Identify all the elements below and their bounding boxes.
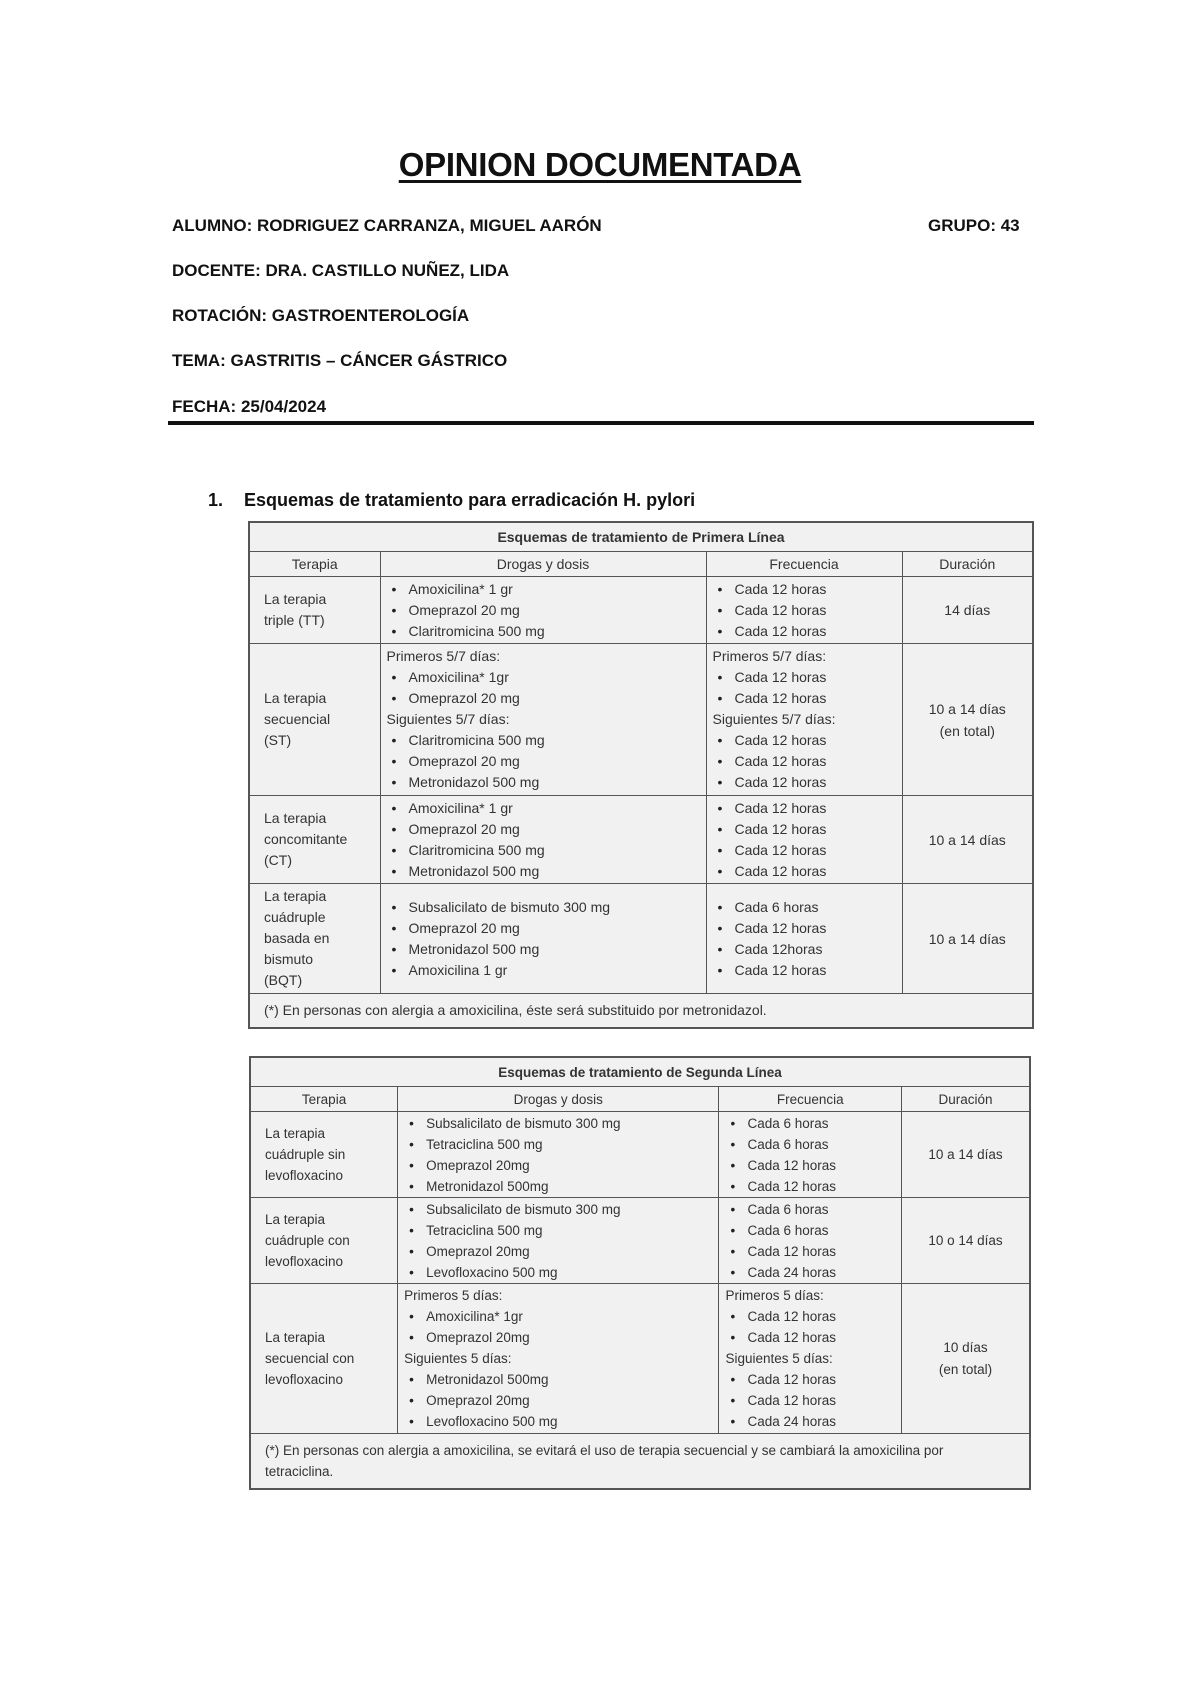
duration-cell (902, 1112, 1030, 1198)
column-header: Terapia (250, 1087, 398, 1112)
list-item: • Cada 12 horas (713, 600, 896, 621)
list-item: • Amoxicilina 1 gr (387, 960, 700, 981)
list-item: • Cada 12 horas (725, 1241, 895, 1262)
therapy-cell (249, 644, 380, 796)
therapy-text: triple (TT) (264, 612, 325, 628)
header-divider (168, 421, 1034, 425)
list-item: • Omeprazol 20 mg (387, 819, 700, 840)
therapy-text: (BQT) (264, 972, 303, 988)
table-row (249, 796, 1033, 884)
therapy-text: La terapia (265, 1212, 326, 1227)
therapy-text: cuádruple con (265, 1233, 350, 1248)
frequency-cell (719, 1198, 902, 1284)
list-item: • Subsalicilato de bismuto 300 mg (387, 897, 700, 918)
duration-cell (902, 796, 1033, 884)
list-item: • Metronidazol 500mg (404, 1369, 712, 1390)
therapy-cell (250, 1112, 398, 1198)
list-item: • Cada 12 horas (713, 667, 896, 688)
therapy-text: (CT) (264, 852, 292, 868)
drugs-cell (380, 644, 706, 796)
phase-label: Primeros 5 días: (404, 1288, 503, 1303)
list-item: • Levofloxacino 500 mg (404, 1262, 712, 1283)
frequency-cell (706, 577, 902, 644)
list-item: • Cada 12 horas (713, 918, 896, 939)
list-item: • Omeprazol 20 mg (387, 918, 700, 939)
list-item: • Claritromicina 500 mg (387, 840, 700, 861)
first-line-table (248, 521, 1034, 1029)
list-item: • Cada 12 horas (713, 840, 896, 861)
section-number: 1. (208, 490, 224, 510)
list-item: • Cada 12 horas (725, 1369, 895, 1390)
list-item: • Subsalicilato de bismuto 300 mg (404, 1199, 712, 1220)
section-title: Esquemas de tratamiento para erradicación H. pylori (244, 490, 696, 510)
list-item: • Cada 12 horas (713, 960, 896, 981)
therapy-text: cuádruple sin (265, 1147, 346, 1162)
phase-label: Siguientes 5 días: (725, 1351, 833, 1366)
drugs-cell (380, 577, 706, 644)
list-item: • Cada 24 horas (725, 1262, 895, 1283)
frequency-cell (719, 1112, 902, 1198)
list-item: • Cada 12 horas (713, 730, 896, 751)
duration-cell (902, 1198, 1030, 1284)
phase-label: Siguientes 5 días: (404, 1351, 512, 1366)
table-caption: Esquemas de tratamiento de Primera Línea (249, 522, 1033, 552)
duration-cell (902, 577, 1033, 644)
student-name: ALUMNO: RODRIGUEZ CARRANZA, MIGUEL AARÓN (172, 216, 602, 235)
table-footnote: (*) En personas con alergia a amoxicilina, se evitará el uso de terapia secuencial y se cambiará la amoxicilina por tetraciclina. (250, 1434, 1030, 1490)
therapy-text: La terapia (265, 1330, 326, 1345)
therapy-text: levofloxacino (265, 1372, 344, 1387)
list-item: • Amoxicilina* 1gr (404, 1306, 712, 1327)
list-item: • Omeprazol 20mg (404, 1241, 712, 1262)
list-item: • Omeprazol 20mg (404, 1155, 712, 1176)
frequency-cell (706, 796, 902, 884)
teacher-name: DOCENTE: DRA. CASTILLO NUÑEZ, LIDA (172, 261, 510, 280)
therapy-cell (250, 1198, 398, 1284)
rotation: ROTACIÓN: GASTROENTEROLOGÍA (172, 306, 470, 325)
duration-text: (en total) (938, 1361, 993, 1377)
frequency-cell (706, 644, 902, 796)
therapy-text: cuádruple (264, 909, 326, 925)
list-item: • Cada 12 horas (725, 1327, 895, 1348)
duration-cell (902, 884, 1033, 994)
therapy-cell (249, 884, 380, 994)
list-item: • Cada 12 horas (725, 1176, 895, 1197)
list-item: • Amoxicilina* 1gr (387, 667, 700, 688)
therapy-text: secuencial (264, 711, 331, 727)
list-item: • Claritromicina 500 mg (387, 621, 700, 642)
duration-cell (902, 1284, 1030, 1434)
phase-label: Primeros 5/7 días: (386, 648, 501, 664)
list-item: • Cada 24 horas (725, 1411, 895, 1432)
duration-text: 10 a 14 días (928, 700, 1006, 717)
table-row (250, 1284, 1030, 1434)
list-item: • Cada 6 horas (725, 1113, 895, 1134)
drugs-cell (398, 1284, 719, 1434)
duration-text: (en total) (939, 722, 995, 739)
list-item: • Cada 6 horas (725, 1220, 895, 1241)
list-item: • Metronidazol 500mg (404, 1176, 712, 1197)
table-row (250, 1198, 1030, 1284)
date: FECHA: 25/04/2024 (172, 397, 327, 416)
column-header: Duración (902, 552, 1033, 577)
duration-text: 10 a 14 días (928, 930, 1006, 947)
document-title: OPINION DOCUMENTADA (398, 146, 802, 183)
therapy-cell (250, 1284, 398, 1434)
list-item: • Cada 6 horas (725, 1199, 895, 1220)
section-heading (208, 490, 695, 511)
therapy-text: La terapia (264, 810, 327, 826)
list-item: • Cada 12 horas (725, 1390, 895, 1411)
list-item: • Cada 12 horas (713, 621, 896, 642)
duration-text: 10 días (943, 1339, 988, 1355)
topic: TEMA: GASTRITIS – CÁNCER GÁSTRICO (172, 351, 508, 370)
drugs-cell (398, 1198, 719, 1284)
list-item: • Claritromicina 500 mg (387, 730, 700, 751)
list-item: • Cada 12 horas (713, 579, 896, 600)
list-item: • Omeprazol 20mg (404, 1390, 712, 1411)
phase-label: Siguientes 5/7 días: (386, 711, 510, 727)
list-item: • Cada 12 horas (713, 819, 896, 840)
therapy-text: La terapia (264, 888, 327, 904)
therapy-text: La terapia (264, 591, 327, 607)
frequency-cell (706, 884, 902, 994)
list-item: • Cada 12 horas (713, 861, 896, 882)
group-number: GRUPO: 43 (928, 216, 1020, 235)
list-item: • Omeprazol 20 mg (387, 751, 700, 772)
duration-cell (902, 644, 1033, 796)
list-item: • Omeprazol 20 mg (387, 688, 700, 709)
table-caption: Esquemas de tratamiento de Segunda Línea (250, 1057, 1030, 1087)
table-row (249, 577, 1033, 644)
therapy-text: secuencial con (265, 1351, 355, 1366)
list-item: • Subsalicilato de bismuto 300 mg (404, 1113, 712, 1134)
list-item: • Omeprazol 20mg (404, 1327, 712, 1348)
table-footnote: (*) En personas con alergia a amoxicilina, éste será substituido por metronidazol. (249, 994, 1033, 1029)
therapy-text: bismuto (264, 951, 314, 967)
column-header: Drogas y dosis (380, 552, 706, 577)
list-item: • Cada 12 horas (713, 772, 896, 793)
frequency-cell (719, 1284, 902, 1434)
therapy-text: concomitante (264, 831, 348, 847)
list-item: • Amoxicilina* 1 gr (387, 579, 700, 600)
table-row (249, 644, 1033, 796)
second-line-table (249, 1056, 1031, 1490)
duration-text: 10 a 14 días (928, 831, 1006, 848)
therapy-cell (249, 577, 380, 644)
phase-label: Siguientes 5/7 días: (712, 711, 836, 727)
list-item: • Metronidazol 500 mg (387, 772, 700, 793)
list-item: • Cada 6 horas (713, 897, 896, 918)
list-item: • Metronidazol 500 mg (387, 939, 700, 960)
therapy-text: basada en (264, 930, 330, 946)
duration-text: 10 o 14 días (928, 1232, 1003, 1248)
list-item: • Cada 12 horas (713, 688, 896, 709)
therapy-text: (ST) (264, 732, 292, 748)
duration-text: 14 días (944, 602, 991, 618)
list-item: • Tetraciclina 500 mg (404, 1134, 712, 1155)
list-item: • Cada 12 horas (725, 1155, 895, 1176)
list-item: • Cada 12 horas (713, 798, 896, 819)
column-header: Frecuencia (706, 552, 902, 577)
therapy-text: levofloxacino (265, 1254, 344, 1269)
column-header: Terapia (249, 552, 380, 577)
phase-label: Primeros 5 días: (725, 1288, 824, 1303)
list-item: • Cada 12horas (713, 939, 896, 960)
duration-text: 10 a 14 días (928, 1146, 1003, 1162)
list-item: • Cada 12 horas (713, 751, 896, 772)
table-row (250, 1112, 1030, 1198)
therapy-cell (249, 796, 380, 884)
list-item: • Metronidazol 500 mg (387, 861, 700, 882)
therapy-text: La terapia (264, 690, 327, 706)
drugs-cell (398, 1112, 719, 1198)
column-header: Frecuencia (719, 1087, 902, 1112)
column-header: Drogas y dosis (398, 1087, 719, 1112)
column-header: Duración (902, 1087, 1030, 1112)
drugs-cell (380, 796, 706, 884)
list-item: • Cada 12 horas (725, 1306, 895, 1327)
list-item: • Cada 6 horas (725, 1134, 895, 1155)
list-item: • Amoxicilina* 1 gr (387, 798, 700, 819)
phase-label: Primeros 5/7 días: (712, 648, 827, 664)
list-item: • Levofloxacino 500 mg (404, 1411, 712, 1432)
therapy-text: La terapia (265, 1126, 326, 1141)
table-row (249, 884, 1033, 994)
drugs-cell (380, 884, 706, 994)
list-item: • Omeprazol 20 mg (387, 600, 700, 621)
therapy-text: levofloxacino (265, 1168, 344, 1183)
list-item: • Tetraciclina 500 mg (404, 1220, 712, 1241)
